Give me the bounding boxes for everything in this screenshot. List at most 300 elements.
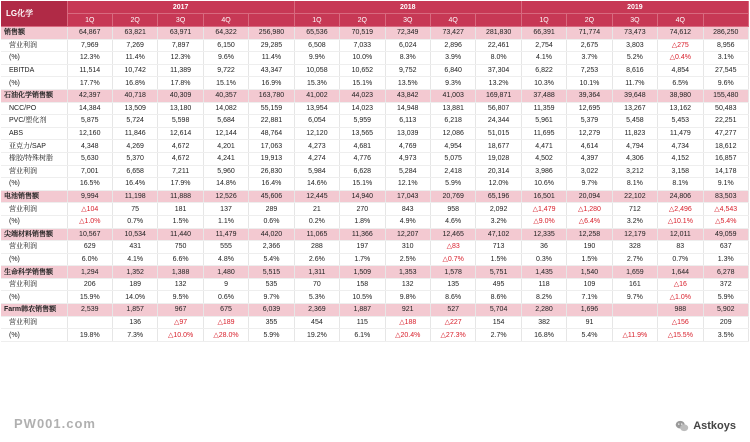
table-cell: 9.6%	[703, 77, 748, 90]
table-cell: 37,304	[476, 64, 521, 77]
year-header-row	[1, 1, 749, 14]
table-cell: 6,508	[294, 39, 339, 52]
quarter-header: 1Q	[294, 14, 339, 27]
table-cell: 16,857	[703, 152, 748, 165]
table-cell: 27,545	[703, 64, 748, 77]
table-cell: 6,113	[385, 115, 430, 128]
table-row	[1, 127, 749, 140]
table-cell: 135	[430, 278, 475, 291]
table-cell: △4,543	[703, 203, 748, 216]
table-cell: 169,871	[476, 89, 521, 102]
financial-table	[1, 1, 749, 342]
quarter-header: 2Q	[567, 14, 612, 27]
table-cell: 64,322	[203, 27, 248, 40]
table-cell: 5.3%	[294, 291, 339, 304]
table-cell: 15.1%	[340, 178, 385, 191]
table-cell: 47,102	[476, 228, 521, 241]
table-cell: 6,628	[340, 165, 385, 178]
year-header: 2018	[294, 1, 521, 14]
table-cell: 750	[158, 241, 203, 254]
table-cell: 44,020	[249, 228, 294, 241]
table-cell: △15.5%	[658, 329, 703, 342]
table-cell: 629	[67, 241, 112, 254]
table-cell: 40,357	[203, 89, 248, 102]
table-cell: △28.0%	[203, 329, 248, 342]
table-cell: 12,258	[567, 228, 612, 241]
table-cell: 5.4%	[249, 253, 294, 266]
table-cell: 431	[112, 241, 157, 254]
row-label: 营业利润	[1, 203, 67, 216]
table-cell: 712	[612, 203, 657, 216]
table-cell: 65,196	[476, 190, 521, 203]
table-cell: 10.0%	[340, 52, 385, 65]
table-cell: △189	[203, 316, 248, 329]
table-cell: 2,418	[430, 165, 475, 178]
table-cell: 4,273	[294, 140, 339, 153]
table-cell: 5,961	[521, 115, 566, 128]
table-cell: 18,612	[703, 140, 748, 153]
table-cell: 286,250	[703, 27, 748, 40]
table-cell: 83	[658, 241, 703, 254]
table-cell: 13,881	[430, 102, 475, 115]
table-cell: 37,488	[521, 89, 566, 102]
table-cell: 118	[521, 278, 566, 291]
table-cell: 4,397	[567, 152, 612, 165]
table-row	[1, 291, 749, 304]
table-cell: 8.6%	[430, 291, 475, 304]
table-cell: 527	[430, 304, 475, 317]
section-row	[1, 228, 749, 241]
table-cell: 11.4%	[112, 52, 157, 65]
table-cell: 9	[203, 278, 248, 291]
table-cell: 843	[385, 203, 430, 216]
quarter-header: 2Q	[112, 14, 157, 27]
table-cell: 3.2%	[476, 215, 521, 228]
table-cell: 6,054	[294, 115, 339, 128]
table-cell: 16.5%	[67, 178, 112, 191]
table-cell: 11,389	[158, 64, 203, 77]
table-cell: 11,823	[612, 127, 657, 140]
table-row	[1, 253, 749, 266]
table-cell: 40,718	[112, 89, 157, 102]
table-cell: 5,724	[112, 115, 157, 128]
table-cell: 11,065	[294, 228, 339, 241]
table-cell: 181	[158, 203, 203, 216]
table-cell: 958	[430, 203, 475, 216]
table-cell: 10,652	[340, 64, 385, 77]
table-cell: 11,846	[112, 127, 157, 140]
table-cell: 5,515	[249, 266, 294, 279]
table-cell: 155,480	[703, 89, 748, 102]
table-cell: 15.3%	[294, 77, 339, 90]
table-cell: 3,158	[658, 165, 703, 178]
table-cell: 6,822	[521, 64, 566, 77]
table-cell: 4,241	[203, 152, 248, 165]
annual-header	[249, 14, 294, 27]
table-cell: 4,794	[612, 140, 657, 153]
table-cell: 5,984	[294, 165, 339, 178]
table-cell: 5,902	[703, 304, 748, 317]
table-cell: 4.1%	[521, 52, 566, 65]
table-cell: 4.8%	[203, 253, 248, 266]
table-cell: 9.6%	[203, 52, 248, 65]
table-cell: 637	[703, 241, 748, 254]
table-header	[1, 1, 749, 27]
table-cell: 41,003	[430, 89, 475, 102]
row-label: ABS	[1, 127, 67, 140]
table-cell: 12.3%	[158, 52, 203, 65]
annual-header	[476, 14, 521, 27]
quarter-header: 3Q	[385, 14, 430, 27]
table-cell: 2,539	[67, 304, 112, 317]
table-cell: 2.7%	[612, 253, 657, 266]
table-cell: 9.7%	[249, 291, 294, 304]
table-cell: 43,842	[385, 89, 430, 102]
table-cell: 3.7%	[567, 52, 612, 65]
table-cell: △6.4%	[567, 215, 612, 228]
table-cell: 36	[521, 241, 566, 254]
table-cell: 7.1%	[567, 291, 612, 304]
table-cell: 12,086	[430, 127, 475, 140]
table-cell: 1,857	[112, 304, 157, 317]
table-cell: 11,479	[203, 228, 248, 241]
table-row	[1, 215, 749, 228]
table-cell: △16	[658, 278, 703, 291]
table-cell: △1,479	[521, 203, 566, 216]
table-cell: 9.1%	[703, 178, 748, 191]
table-cell: 10.3%	[521, 77, 566, 90]
table-cell: 9,722	[203, 64, 248, 77]
table-cell: 1,480	[203, 266, 248, 279]
table-cell: 310	[385, 241, 430, 254]
table-cell: 11,888	[158, 190, 203, 203]
table-cell: 71,774	[567, 27, 612, 40]
table-cell: △11.9%	[612, 329, 657, 342]
table-cell: 1,696	[567, 304, 612, 317]
annual-header	[703, 14, 748, 27]
table-cell: 5.9%	[430, 178, 475, 191]
table-cell: 4,681	[340, 140, 385, 153]
row-label: 尖端材料销售额	[1, 228, 67, 241]
table-row	[1, 329, 749, 342]
table-cell: 5,598	[158, 115, 203, 128]
table-cell: 12,207	[385, 228, 430, 241]
table-cell: 73,473	[612, 27, 657, 40]
table-cell: 4,152	[658, 152, 703, 165]
table-cell: 6,218	[430, 115, 475, 128]
table-cell: 382	[521, 316, 566, 329]
table-cell: 5,284	[385, 165, 430, 178]
table-cell: △5.4%	[703, 215, 748, 228]
table-cell: 5,960	[203, 165, 248, 178]
table-cell: 19,913	[249, 152, 294, 165]
table-cell: 43,347	[249, 64, 294, 77]
table-cell: 9.9%	[294, 52, 339, 65]
table-cell: △1,280	[567, 203, 612, 216]
quarter-header: 3Q	[158, 14, 203, 27]
table-cell: 2.7%	[476, 329, 521, 342]
table-cell: 1,887	[340, 304, 385, 317]
table-cell: 3.5%	[703, 329, 748, 342]
table-cell: 10,058	[294, 64, 339, 77]
table-cell: 42,397	[67, 89, 112, 102]
table-cell: 8.1%	[658, 178, 703, 191]
table-cell: 19,028	[476, 152, 521, 165]
table-cell: 9.8%	[385, 291, 430, 304]
table-cell: 38,980	[658, 89, 703, 102]
table-cell: 6.0%	[67, 253, 112, 266]
table-cell: 1,644	[658, 266, 703, 279]
table-cell: 5.2%	[612, 52, 657, 65]
table-cell: 154	[476, 316, 521, 329]
table-cell: 9.7%	[567, 178, 612, 191]
table-cell: 14,384	[67, 102, 112, 115]
table-cell: 0.3%	[521, 253, 566, 266]
table-cell: 7,969	[67, 39, 112, 52]
table-cell: 11,440	[158, 228, 203, 241]
table-cell: 63,971	[158, 27, 203, 40]
table-cell: 2,369	[294, 304, 339, 317]
table-cell: 22,102	[612, 190, 657, 203]
table-cell: 22,881	[249, 115, 294, 128]
table-cell: 189	[112, 278, 157, 291]
table-cell: 11.7%	[612, 77, 657, 90]
table-cell: 136	[112, 316, 157, 329]
table-cell: 9,752	[385, 64, 430, 77]
table-cell: 70,519	[340, 27, 385, 40]
table-cell: 20,094	[567, 190, 612, 203]
table-cell: 56,807	[476, 102, 521, 115]
row-label: 亚克力/SAP	[1, 140, 67, 153]
table-cell: 8.2%	[521, 291, 566, 304]
table-cell: 47,277	[703, 127, 748, 140]
table-cell: 11,366	[340, 228, 385, 241]
table-cell: 12.1%	[385, 178, 430, 191]
row-label: 橡胶/特殊树脂	[1, 152, 67, 165]
table-cell: 1.5%	[567, 253, 612, 266]
table-cell: 270	[340, 203, 385, 216]
table-cell: 14.8%	[203, 178, 248, 191]
table-cell: 4.6%	[430, 215, 475, 228]
table-cell: △27.3%	[430, 329, 475, 342]
table-cell: 20,314	[476, 165, 521, 178]
table-cell: 132	[158, 278, 203, 291]
row-label: 营业利润	[1, 241, 67, 254]
row-label: EBITDA	[1, 64, 67, 77]
table-cell: 3.9%	[430, 52, 475, 65]
row-label: (%)	[1, 253, 67, 266]
table-cell: 17.7%	[67, 77, 112, 90]
table-cell: 7,897	[158, 39, 203, 52]
table-cell: 163,780	[249, 89, 294, 102]
table-cell: 15.1%	[203, 77, 248, 90]
section-row	[1, 27, 749, 40]
table-cell: 2,896	[430, 39, 475, 52]
quarter-header: 4Q	[430, 14, 475, 27]
table-cell	[612, 316, 657, 329]
table-cell: 91	[567, 316, 612, 329]
table-cell: 161	[612, 278, 657, 291]
table-cell: 5,751	[476, 266, 521, 279]
table-cell: 14,940	[340, 190, 385, 203]
table-cell: 8.3%	[385, 52, 430, 65]
table-cell: 10.1%	[567, 77, 612, 90]
table-cell: 16.8%	[521, 329, 566, 342]
table-cell: 4,854	[658, 64, 703, 77]
row-label: 营业利润	[1, 39, 67, 52]
table-cell: 4,306	[612, 152, 657, 165]
table-cell: 190	[567, 241, 612, 254]
quarter-header: 1Q	[67, 14, 112, 27]
table-cell: 9.5%	[158, 291, 203, 304]
table-cell	[612, 304, 657, 317]
table-row	[1, 278, 749, 291]
table-cell: 6,039	[249, 304, 294, 317]
table-cell: 1,352	[112, 266, 157, 279]
table-row	[1, 241, 749, 254]
watermark: PW001.com	[14, 416, 96, 431]
table-cell: 7,211	[158, 165, 203, 178]
table-cell: △83	[430, 241, 475, 254]
table-cell: 12,526	[203, 190, 248, 203]
table-cell: 14,948	[385, 102, 430, 115]
table-cell: 13,039	[385, 127, 430, 140]
row-label: Farm韩农销售额	[1, 304, 67, 317]
table-cell: 11,359	[521, 102, 566, 115]
table-cell: 197	[340, 241, 385, 254]
table-cell: 5,704	[476, 304, 521, 317]
table-cell: 495	[476, 278, 521, 291]
table-cell: 11,198	[112, 190, 157, 203]
table-cell: 10.5%	[340, 291, 385, 304]
table-cell: 7,001	[67, 165, 112, 178]
table-cell: 1.8%	[340, 215, 385, 228]
table-cell: 4,734	[658, 140, 703, 153]
table-row	[1, 102, 749, 115]
table-cell: 12,695	[567, 102, 612, 115]
table-cell: 6.5%	[658, 77, 703, 90]
table-cell: 1,435	[521, 266, 566, 279]
row-label: (%)	[1, 178, 67, 191]
row-label: 电池销售额	[1, 190, 67, 203]
table-cell: 5.9%	[249, 329, 294, 342]
table-cell: 9.3%	[430, 77, 475, 90]
row-label: (%)	[1, 291, 67, 304]
table-cell: 5.9%	[703, 291, 748, 304]
table-cell: 12,335	[521, 228, 566, 241]
table-cell: 535	[249, 278, 294, 291]
row-label: (%)	[1, 52, 67, 65]
table-cell: 4,954	[430, 140, 475, 153]
table-row	[1, 178, 749, 191]
table-cell: 6,024	[385, 39, 430, 52]
quarter-header: 3Q	[612, 14, 657, 27]
year-header: 2019	[521, 1, 748, 14]
table-cell: 17.8%	[158, 77, 203, 90]
table-cell	[67, 316, 112, 329]
table-row	[1, 115, 749, 128]
table-cell: △227	[430, 316, 475, 329]
table-cell: 4,201	[203, 140, 248, 153]
table-cell: 5,370	[112, 152, 157, 165]
table-cell: 24,344	[476, 115, 521, 128]
table-cell: 4,672	[158, 140, 203, 153]
table-cell: 10,742	[112, 64, 157, 77]
table-cell: 50,483	[703, 102, 748, 115]
table-row	[1, 52, 749, 65]
table-cell: 24,806	[658, 190, 703, 203]
table-cell: 4,769	[385, 140, 430, 153]
table-cell: 65,536	[294, 27, 339, 40]
table-cell: 4,614	[567, 140, 612, 153]
table-cell: 109	[567, 278, 612, 291]
table-cell: 39,648	[612, 89, 657, 102]
table-cell: 3.1%	[703, 52, 748, 65]
table-row	[1, 316, 749, 329]
table-cell: 1.7%	[340, 253, 385, 266]
table-cell: 206	[67, 278, 112, 291]
table-cell: 10,534	[112, 228, 157, 241]
table-cell: 209	[703, 316, 748, 329]
table-cell: △0.4%	[658, 52, 703, 65]
table-cell: 1,578	[430, 266, 475, 279]
row-label: PVC/塑化剂	[1, 115, 67, 128]
table-cell: 12,120	[294, 127, 339, 140]
table-cell: 40,309	[158, 89, 203, 102]
table-cell: 4,471	[521, 140, 566, 153]
row-label: 营业利润	[1, 165, 67, 178]
table-cell: 5,630	[67, 152, 112, 165]
table-cell: 51,015	[476, 127, 521, 140]
table-cell: 21	[294, 203, 339, 216]
quarter-header: 4Q	[203, 14, 248, 27]
table-cell: 26,830	[249, 165, 294, 178]
table-cell: 5,379	[567, 115, 612, 128]
table-cell: 72,349	[385, 27, 430, 40]
table-cell: 22,251	[703, 115, 748, 128]
table-cell: 2,366	[249, 241, 294, 254]
table-cell: △188	[385, 316, 430, 329]
table-cell: 8,956	[703, 39, 748, 52]
table-cell: 83,503	[703, 190, 748, 203]
table-cell: 454	[294, 316, 339, 329]
table-cell: 7,253	[567, 64, 612, 77]
table-cell: 6.1%	[340, 329, 385, 342]
table-cell: 73,427	[430, 27, 475, 40]
table-cell: 1,509	[340, 266, 385, 279]
table-cell: 75	[112, 203, 157, 216]
table-cell: 9,994	[67, 190, 112, 203]
table-cell: 12.3%	[67, 52, 112, 65]
table-cell: 44,023	[340, 89, 385, 102]
table-cell: 4,269	[112, 140, 157, 153]
row-label: (%)	[1, 329, 67, 342]
table-cell: 281,830	[476, 27, 521, 40]
table-cell: 713	[476, 241, 521, 254]
table-cell: 2,092	[476, 203, 521, 216]
table-cell: 41,002	[294, 89, 339, 102]
table-cell: 6.6%	[158, 253, 203, 266]
table-cell: 16.9%	[249, 77, 294, 90]
table-cell: 14.0%	[112, 291, 157, 304]
table-cell: 45,606	[249, 190, 294, 203]
table-cell: 13.2%	[476, 77, 521, 90]
table-cell: 7,269	[112, 39, 157, 52]
table-cell: 0.7%	[112, 215, 157, 228]
table-cell: 1,540	[567, 266, 612, 279]
table-cell: 0.2%	[294, 215, 339, 228]
table-cell: 5,458	[612, 115, 657, 128]
